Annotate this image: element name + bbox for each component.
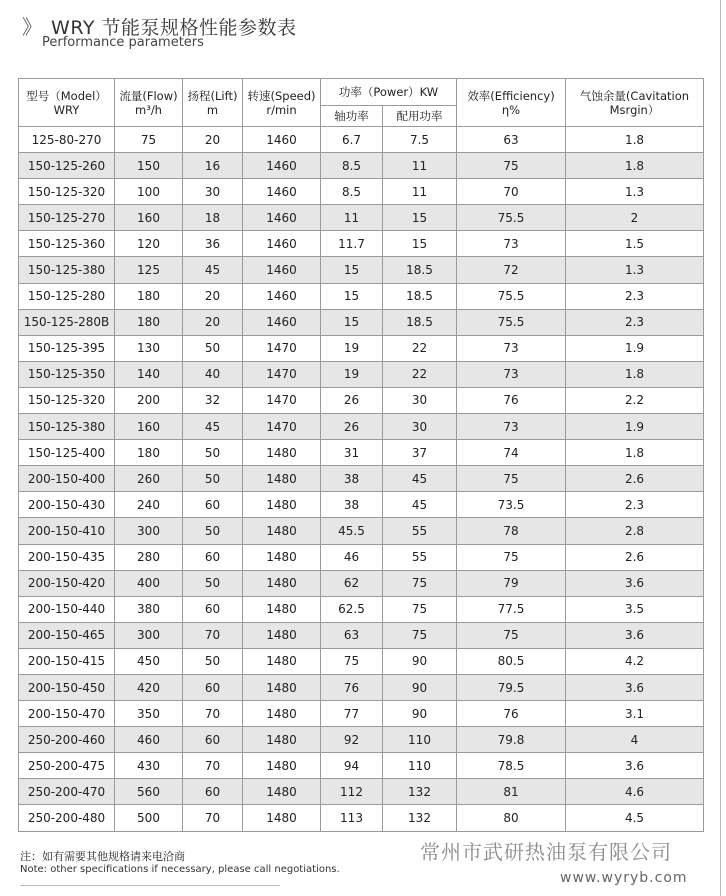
- cell-flow: 450: [115, 648, 183, 674]
- cell-speed: 1480: [243, 753, 321, 779]
- cell-speed: 1460: [243, 205, 321, 231]
- cell-rated-power: 11: [383, 179, 457, 205]
- cell-lift: 45: [183, 257, 243, 283]
- cell-rated-power: 110: [383, 727, 457, 753]
- cell-speed: 1480: [243, 544, 321, 570]
- cell-shaft-power: 8.5: [321, 153, 383, 179]
- cell-shaft-power: 11.7: [321, 231, 383, 257]
- table-row: [19, 361, 704, 387]
- cell-rated-power: 37: [383, 440, 457, 466]
- header-power-label: 功率（Power）KW: [338, 85, 439, 99]
- cell-npsh: 4.2: [566, 648, 704, 674]
- table-row: [19, 570, 704, 596]
- header-speed-label: 转速(Speed) r/min: [247, 88, 316, 117]
- cell-lift: 45: [183, 414, 243, 440]
- header-shaft-power: 轴功率: [321, 106, 383, 127]
- cell-flow: 430: [115, 753, 183, 779]
- header-efficiency: [457, 79, 566, 127]
- cell-shaft-power: 38: [321, 466, 383, 492]
- cell-model: 250-200-475: [19, 753, 115, 779]
- cell-speed: 1460: [243, 179, 321, 205]
- table-row: [19, 414, 704, 440]
- cell-flow: 400: [115, 570, 183, 596]
- cell-model: 250-200-480: [19, 805, 115, 831]
- cell-shaft-power: 94: [321, 753, 383, 779]
- header-npsh-label: 气蚀余量(Cavitation Msrgin）: [579, 88, 690, 117]
- cell-lift: 50: [183, 335, 243, 361]
- cell-efficiency: 70: [457, 179, 566, 205]
- cell-model: 200-150-435: [19, 544, 115, 570]
- cell-npsh: 1.8: [566, 127, 704, 153]
- cell-rated-power: 7.5: [383, 127, 457, 153]
- cell-shaft-power: 15: [321, 309, 383, 335]
- cell-model: 150-125-380: [19, 414, 115, 440]
- cell-model: 150-125-280: [19, 283, 115, 309]
- cell-model: 200-150-465: [19, 622, 115, 648]
- cell-efficiency: 75: [457, 622, 566, 648]
- cell-rated-power: 90: [383, 648, 457, 674]
- cell-model: 150-125-260: [19, 153, 115, 179]
- table-row: [19, 440, 704, 466]
- cell-flow: 420: [115, 674, 183, 700]
- cell-shaft-power: 38: [321, 492, 383, 518]
- cell-flow: 460: [115, 727, 183, 753]
- cell-efficiency: 76: [457, 701, 566, 727]
- cell-model: 150-125-360: [19, 231, 115, 257]
- cell-rated-power: 75: [383, 596, 457, 622]
- cell-model: 150-125-320: [19, 179, 115, 205]
- table-row: [19, 492, 704, 518]
- cell-shaft-power: 19: [321, 361, 383, 387]
- cell-flow: 100: [115, 179, 183, 205]
- table-row: [19, 466, 704, 492]
- table-row: [19, 387, 704, 413]
- cell-npsh: 2.2: [566, 387, 704, 413]
- cell-flow: 560: [115, 779, 183, 805]
- cell-efficiency: 79.5: [457, 674, 566, 700]
- cell-npsh: 3.6: [566, 753, 704, 779]
- cell-flow: 180: [115, 283, 183, 309]
- header-model-label: 型号（Model） WRY: [26, 88, 107, 117]
- footer-note-en: Note: other specifications if necessary, please call negotiations.: [20, 864, 340, 875]
- table-body: [19, 127, 704, 832]
- table-row: [19, 753, 704, 779]
- table-row: [19, 205, 704, 231]
- header-rated-power: 配用功率: [383, 106, 457, 127]
- cell-flow: 130: [115, 335, 183, 361]
- cell-speed: 1480: [243, 648, 321, 674]
- cell-efficiency: 73: [457, 414, 566, 440]
- cell-rated-power: 55: [383, 518, 457, 544]
- table-row: [19, 805, 704, 831]
- cell-lift: 60: [183, 779, 243, 805]
- table-row: [19, 648, 704, 674]
- cell-rated-power: 90: [383, 701, 457, 727]
- cell-lift: 50: [183, 648, 243, 674]
- table-row: [19, 622, 704, 648]
- table-row: [19, 335, 704, 361]
- cell-npsh: 1.8: [566, 361, 704, 387]
- cell-shaft-power: 15: [321, 257, 383, 283]
- cell-npsh: 2.6: [566, 466, 704, 492]
- table-row: [19, 127, 704, 153]
- cell-npsh: 3.6: [566, 570, 704, 596]
- cell-shaft-power: 112: [321, 779, 383, 805]
- cell-npsh: 1.3: [566, 257, 704, 283]
- cell-speed: 1480: [243, 779, 321, 805]
- header-power: [321, 79, 457, 106]
- cell-npsh: 1.3: [566, 179, 704, 205]
- cell-npsh: 4: [566, 727, 704, 753]
- cell-rated-power: 110: [383, 753, 457, 779]
- cell-shaft-power: 75: [321, 648, 383, 674]
- cell-flow: 240: [115, 492, 183, 518]
- cell-lift: 60: [183, 727, 243, 753]
- cell-npsh: 1.9: [566, 335, 704, 361]
- cell-lift: 20: [183, 127, 243, 153]
- cell-model: 250-200-470: [19, 779, 115, 805]
- cell-efficiency: 77.5: [457, 596, 566, 622]
- cell-efficiency: 75: [457, 466, 566, 492]
- cell-npsh: 3.1: [566, 701, 704, 727]
- cell-efficiency: 75.5: [457, 283, 566, 309]
- cell-shaft-power: 11: [321, 205, 383, 231]
- cell-npsh: 4.6: [566, 779, 704, 805]
- performance-table: [18, 78, 704, 832]
- cell-flow: 280: [115, 544, 183, 570]
- cell-lift: 32: [183, 387, 243, 413]
- table-row: [19, 596, 704, 622]
- cell-lift: 70: [183, 753, 243, 779]
- cell-npsh: 1.9: [566, 414, 704, 440]
- cell-flow: 75: [115, 127, 183, 153]
- cell-flow: 160: [115, 414, 183, 440]
- cell-speed: 1480: [243, 570, 321, 596]
- cell-flow: 180: [115, 309, 183, 335]
- cell-speed: 1480: [243, 596, 321, 622]
- cell-speed: 1460: [243, 309, 321, 335]
- table-row: [19, 231, 704, 257]
- header-lift-label: 扬程(Lift) m: [187, 88, 238, 117]
- cell-model: 150-125-320: [19, 387, 115, 413]
- cell-speed: 1480: [243, 518, 321, 544]
- cell-rated-power: 55: [383, 544, 457, 570]
- cell-flow: 140: [115, 361, 183, 387]
- cell-efficiency: 80.5: [457, 648, 566, 674]
- cell-flow: 120: [115, 231, 183, 257]
- cell-efficiency: 74: [457, 440, 566, 466]
- cell-model: 200-150-440: [19, 596, 115, 622]
- table-row: [19, 257, 704, 283]
- cell-efficiency: 75: [457, 544, 566, 570]
- cell-rated-power: 18.5: [383, 309, 457, 335]
- cell-efficiency: 76: [457, 387, 566, 413]
- header-npsh: [566, 79, 704, 127]
- cell-flow: 200: [115, 387, 183, 413]
- cell-flow: 180: [115, 440, 183, 466]
- cell-npsh: 4.5: [566, 805, 704, 831]
- cell-flow: 125: [115, 257, 183, 283]
- cell-npsh: 1.8: [566, 440, 704, 466]
- cell-shaft-power: 113: [321, 805, 383, 831]
- cell-rated-power: 15: [383, 231, 457, 257]
- table-row: [19, 153, 704, 179]
- cell-shaft-power: 62.5: [321, 596, 383, 622]
- cell-npsh: 2.6: [566, 544, 704, 570]
- cell-rated-power: 18.5: [383, 257, 457, 283]
- page-subtitle: Performance parameters: [42, 35, 204, 50]
- cell-model: 125-80-270: [19, 127, 115, 153]
- cell-npsh: 2.3: [566, 492, 704, 518]
- cell-speed: 1460: [243, 153, 321, 179]
- cell-model: 200-150-400: [19, 466, 115, 492]
- cell-model: 150-125-350: [19, 361, 115, 387]
- cell-speed: 1470: [243, 361, 321, 387]
- cell-lift: 40: [183, 361, 243, 387]
- cell-efficiency: 63: [457, 127, 566, 153]
- cell-efficiency: 79.8: [457, 727, 566, 753]
- cell-shaft-power: 8.5: [321, 179, 383, 205]
- cell-shaft-power: 63: [321, 622, 383, 648]
- cell-rated-power: 75: [383, 570, 457, 596]
- cell-shaft-power: 26: [321, 414, 383, 440]
- cell-rated-power: 30: [383, 414, 457, 440]
- table-row: [19, 544, 704, 570]
- table-row: [19, 674, 704, 700]
- cell-rated-power: 22: [383, 335, 457, 361]
- cell-rated-power: 75: [383, 622, 457, 648]
- cell-model: 200-150-420: [19, 570, 115, 596]
- cell-lift: 36: [183, 231, 243, 257]
- cell-lift: 60: [183, 544, 243, 570]
- cell-flow: 350: [115, 701, 183, 727]
- cell-lift: 50: [183, 466, 243, 492]
- cell-model: 150-125-380: [19, 257, 115, 283]
- footer-note-cn: 注：如有需要其他规格请来电洽商: [20, 850, 185, 863]
- footer-divider: [20, 885, 280, 886]
- cell-efficiency: 80: [457, 805, 566, 831]
- cell-model: 150-125-270: [19, 205, 115, 231]
- cell-efficiency: 73.5: [457, 492, 566, 518]
- cell-efficiency: 78: [457, 518, 566, 544]
- cell-speed: 1460: [243, 231, 321, 257]
- cell-shaft-power: 19: [321, 335, 383, 361]
- cell-flow: 300: [115, 518, 183, 544]
- cell-efficiency: 72: [457, 257, 566, 283]
- cell-lift: 20: [183, 283, 243, 309]
- cell-model: 150-125-395: [19, 335, 115, 361]
- cell-flow: 260: [115, 466, 183, 492]
- table-row: [19, 779, 704, 805]
- cell-shaft-power: 31: [321, 440, 383, 466]
- cell-npsh: 1.5: [566, 231, 704, 257]
- cell-speed: 1470: [243, 335, 321, 361]
- header-lift: [183, 79, 243, 127]
- cell-model: 250-200-460: [19, 727, 115, 753]
- cell-lift: 50: [183, 570, 243, 596]
- cell-speed: 1480: [243, 622, 321, 648]
- cell-efficiency: 75.5: [457, 309, 566, 335]
- table-row: [19, 179, 704, 205]
- cell-npsh: 1.8: [566, 153, 704, 179]
- cell-speed: 1480: [243, 701, 321, 727]
- cell-flow: 300: [115, 622, 183, 648]
- cell-npsh: 2.3: [566, 309, 704, 335]
- cell-lift: 50: [183, 518, 243, 544]
- cell-lift: 60: [183, 492, 243, 518]
- cell-efficiency: 73: [457, 231, 566, 257]
- cell-flow: 500: [115, 805, 183, 831]
- cell-lift: 70: [183, 622, 243, 648]
- cell-efficiency: 75: [457, 153, 566, 179]
- cell-efficiency: 73: [457, 361, 566, 387]
- cell-lift: 70: [183, 805, 243, 831]
- cell-shaft-power: 77: [321, 701, 383, 727]
- cell-speed: 1470: [243, 414, 321, 440]
- company-name: 常州市武研热油泵有限公司: [420, 840, 672, 864]
- cell-shaft-power: 76: [321, 674, 383, 700]
- cell-shaft-power: 46: [321, 544, 383, 570]
- cell-npsh: 2: [566, 205, 704, 231]
- cell-npsh: 3.6: [566, 674, 704, 700]
- header-model: [19, 79, 115, 127]
- cell-speed: 1480: [243, 466, 321, 492]
- cell-speed: 1470: [243, 387, 321, 413]
- cell-speed: 1460: [243, 257, 321, 283]
- cell-lift: 30: [183, 179, 243, 205]
- cell-lift: 60: [183, 674, 243, 700]
- cell-model: 200-150-450: [19, 674, 115, 700]
- cell-rated-power: 30: [383, 387, 457, 413]
- cell-npsh: 2.8: [566, 518, 704, 544]
- cell-shaft-power: 62: [321, 570, 383, 596]
- cell-flow: 380: [115, 596, 183, 622]
- cell-rated-power: 132: [383, 805, 457, 831]
- header-speed: [243, 79, 321, 127]
- title-chevron-icon: 》: [22, 15, 43, 39]
- table-row: [19, 283, 704, 309]
- cell-speed: 1460: [243, 283, 321, 309]
- company-website: www.wyryb.com: [560, 870, 688, 886]
- page-edge-divider: [720, 0, 721, 896]
- cell-model: 150-125-280B: [19, 309, 115, 335]
- cell-shaft-power: 15: [321, 283, 383, 309]
- cell-lift: 70: [183, 701, 243, 727]
- cell-efficiency: 75.5: [457, 205, 566, 231]
- cell-shaft-power: 92: [321, 727, 383, 753]
- cell-shaft-power: 45.5: [321, 518, 383, 544]
- cell-model: 200-150-410: [19, 518, 115, 544]
- cell-npsh: 3.6: [566, 622, 704, 648]
- title-text: WRY 节能泵规格性能参数表: [51, 17, 297, 39]
- cell-efficiency: 78.5: [457, 753, 566, 779]
- cell-speed: 1480: [243, 492, 321, 518]
- cell-rated-power: 132: [383, 779, 457, 805]
- table-row: [19, 309, 704, 335]
- cell-flow: 160: [115, 205, 183, 231]
- cell-shaft-power: 6.7: [321, 127, 383, 153]
- cell-efficiency: 79: [457, 570, 566, 596]
- header-efficiency-label: 效率(Efficiency) η%: [467, 88, 555, 117]
- cell-speed: 1480: [243, 440, 321, 466]
- table-row: [19, 518, 704, 544]
- header-flow: [115, 79, 183, 127]
- table-row: [19, 701, 704, 727]
- cell-rated-power: 22: [383, 361, 457, 387]
- cell-rated-power: 45: [383, 466, 457, 492]
- cell-speed: 1480: [243, 727, 321, 753]
- cell-flow: 150: [115, 153, 183, 179]
- cell-npsh: 2.3: [566, 283, 704, 309]
- cell-efficiency: 81: [457, 779, 566, 805]
- cell-model: 200-150-430: [19, 492, 115, 518]
- cell-rated-power: 11: [383, 153, 457, 179]
- cell-npsh: 3.5: [566, 596, 704, 622]
- cell-lift: 18: [183, 205, 243, 231]
- cell-lift: 20: [183, 309, 243, 335]
- cell-speed: 1460: [243, 127, 321, 153]
- cell-lift: 60: [183, 596, 243, 622]
- cell-rated-power: 15: [383, 205, 457, 231]
- cell-model: 150-125-400: [19, 440, 115, 466]
- cell-rated-power: 45: [383, 492, 457, 518]
- cell-rated-power: 18.5: [383, 283, 457, 309]
- cell-shaft-power: 26: [321, 387, 383, 413]
- header-flow-label: 流量(Flow) m³/h: [119, 88, 178, 117]
- cell-model: 200-150-470: [19, 701, 115, 727]
- table-row: [19, 727, 704, 753]
- cell-speed: 1480: [243, 674, 321, 700]
- cell-efficiency: 73: [457, 335, 566, 361]
- cell-lift: 50: [183, 440, 243, 466]
- cell-speed: 1480: [243, 805, 321, 831]
- cell-lift: 16: [183, 153, 243, 179]
- cell-model: 200-150-415: [19, 648, 115, 674]
- cell-rated-power: 90: [383, 674, 457, 700]
